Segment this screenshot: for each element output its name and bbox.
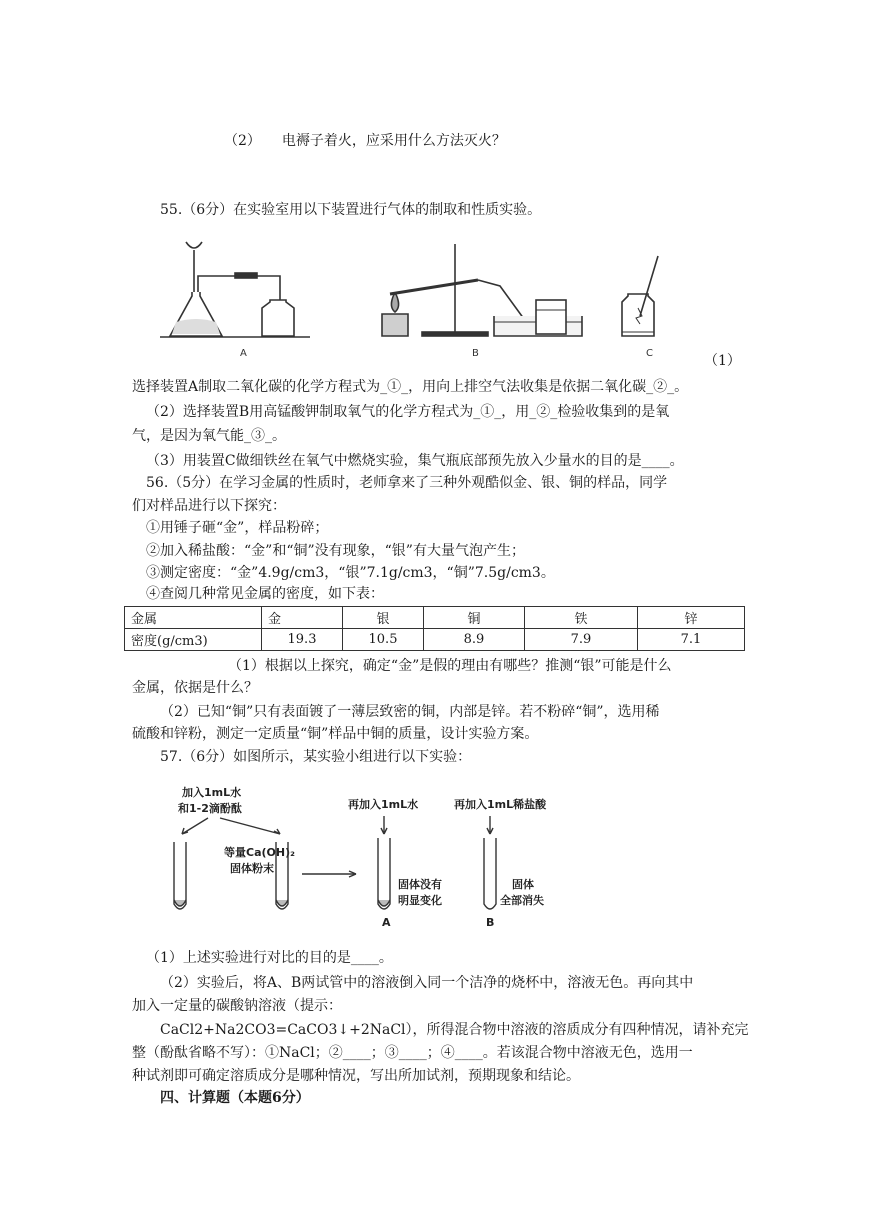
fig55-label-b: B bbox=[472, 348, 479, 359]
fig55-label-c: C bbox=[646, 348, 653, 359]
q56-part1b: 金属，依据是什么？ bbox=[132, 680, 258, 696]
fig57-powder-2: 固体粉末 bbox=[230, 862, 274, 875]
table-cell: 7.1 bbox=[638, 629, 745, 651]
table-cell: 10.5 bbox=[343, 629, 424, 651]
q55-heading: 55.（6分）在实验室用以下装置进行气体的制取和性质实验。 bbox=[160, 202, 542, 218]
table-cell: 铜 bbox=[424, 607, 525, 629]
q56-part2a: （2）已知“铜”只有表面镀了一薄层致密的铜，内部是锌。若不粉碎“铜”，选用稀 bbox=[160, 704, 660, 720]
fig57-add-water-1: 加入1mL水 bbox=[182, 786, 242, 799]
q56-heading-b: 们对样品进行以下探究： bbox=[132, 498, 286, 514]
fig57-powder-1: 等量Ca(OH)₂ bbox=[224, 846, 295, 859]
table-cell: 金 bbox=[262, 607, 343, 629]
q56-step2: ②加入稀盐酸：“金”和“铜”没有现象，“银”有大量气泡产生； bbox=[146, 543, 525, 559]
fig57-label-a: A bbox=[382, 916, 391, 929]
table-cell: 19.3 bbox=[262, 629, 343, 651]
q56-step4: ④查阅几种常见金属的密度，如下表： bbox=[146, 586, 384, 602]
fig55-label-a: A bbox=[240, 348, 247, 359]
q57-heading: 57.（6分）如图所示，某实验小组进行以下实验： bbox=[160, 749, 472, 765]
q57-part2a: （2）实验后，将A、B两试管中的溶液倒入同一个洁净的烧杯中，溶液无色。再向其中 bbox=[160, 975, 694, 991]
q55-part2b: 气，是因为氧气能_③_。 bbox=[132, 428, 286, 444]
q55-part2a: （2）选择装置B用高锰酸钾制取氧气的化学方程式为_①_，用_②_检验收集到的是氧 bbox=[146, 404, 670, 420]
q55-part1-prefix: （1） bbox=[704, 353, 741, 369]
q56-part1a: （1）根据以上探究，确定“金”是假的理由有哪些？推测“银”可能是什么 bbox=[228, 658, 672, 674]
table-cell: 锌 bbox=[638, 607, 745, 629]
fig57-b-desc-2: 全部消失 bbox=[500, 894, 544, 907]
fig57-experiment bbox=[160, 776, 600, 934]
table-cell: 密度(g/cm3) bbox=[125, 629, 262, 651]
table-cell: 银 bbox=[343, 607, 424, 629]
fig57-add-hcl: 再加入1mL稀盐酸 bbox=[454, 798, 547, 811]
q57-part2b: 加入一定量的碳酸钠溶液（提示： bbox=[132, 998, 342, 1014]
fig57-label-b: B bbox=[486, 916, 495, 929]
q56-step3: ③测定密度：“金”4.9g/cm3，“银”7.1g/cm3，“铜”7.5g/cm3。 bbox=[146, 565, 555, 581]
q55-part1: 选择装置A制取二氧化碳的化学方程式为_①_，用向上排空气法收集是依据二氧化碳_②_。 bbox=[132, 379, 689, 395]
q57-part2d: 整（酚酞省略不写）：①NaCl；②____；③____；④____。若该混合物中溶液无色，选用一 bbox=[132, 1045, 693, 1061]
q56-step1: ①用锤子砸“金”，样品粉碎； bbox=[146, 520, 329, 536]
fig57-add-water-2: 和1-2滴酚酞 bbox=[178, 802, 242, 815]
table-row bbox=[125, 629, 745, 651]
fig57-add-more-water: 再加入1mL水 bbox=[348, 798, 419, 811]
fig57-b-desc-1: 固体 bbox=[512, 878, 534, 891]
metal-density-table bbox=[124, 606, 745, 651]
table-cell: 铁 bbox=[525, 607, 638, 629]
q57-part2c: CaCl2+Na2CO3=CaCO3↓+2NaCl），所得混合物中溶液的溶质成分有四种情况，请补充完 bbox=[160, 1022, 749, 1038]
q56-heading-a: 56.（5分）在学习金属的性质时，老师拿来了三种外观酷似金、银、铜的样品，同学 bbox=[146, 475, 668, 491]
fig57-a-desc-1: 固体没有 bbox=[398, 878, 442, 891]
table-cell: 8.9 bbox=[424, 629, 525, 651]
q54-part2: （2） 电褥子着火，应采用什么方法灭火？ bbox=[224, 133, 506, 149]
section4-heading: 四、计算题（本题6分） bbox=[160, 1090, 310, 1106]
table-cell: 7.9 bbox=[525, 629, 638, 651]
q57-part1: （1）上述实验进行对比的目的是____。 bbox=[146, 950, 393, 966]
q56-part2b: 硫酸和锌粉，测定一定质量“铜”样品中铜的质量，设计实验方案。 bbox=[132, 726, 539, 742]
fig55-apparatus bbox=[160, 236, 680, 366]
q57-part2e: 种试剂即可确定溶质成分是哪种情况，写出所加试剂，预期现象和结论。 bbox=[132, 1068, 580, 1084]
q55-part3: （3）用装置C做细铁丝在氧气中燃烧实验，集气瓶底部预先放入少量水的目的是____。 bbox=[146, 453, 684, 469]
table-header-row bbox=[125, 607, 745, 629]
table-cell: 金属 bbox=[125, 607, 262, 629]
fig57-a-desc-2: 明显变化 bbox=[398, 894, 442, 907]
